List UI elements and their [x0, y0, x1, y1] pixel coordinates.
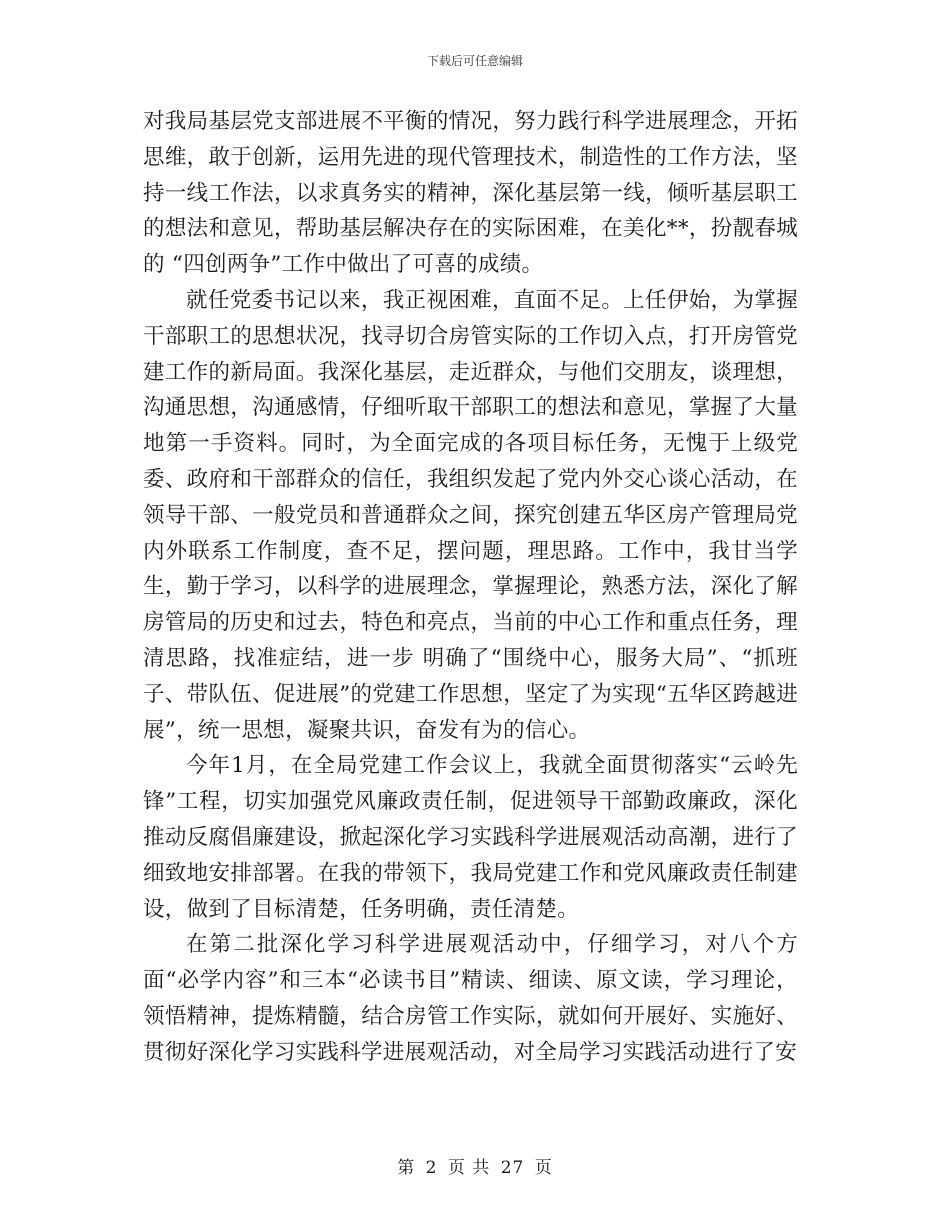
footer-page-number: 2 [425, 1158, 438, 1178]
footer-total-pages: 27 [500, 1158, 525, 1178]
page-header: 下载后可任意编辑 [426, 54, 523, 68]
footer-suffix: 页 [534, 1158, 553, 1178]
paragraph-2: 就任党委书记以来，我正视困难，直面不足。上任伊始，为掌握干部职工的思想状况，找寻切合房管实际的工作切入点，打开房管党建工作的新局面。我深化基层，走近群众，与他们交朋友，谈理想，沟通思想，沟通感情，仔细听取干部职工的想法和意见，掌握了大量地第一手资料。同时，为全面完成的各项目标任务，无愧于上级党委、政府和干部群众的信任，我组织发起了党内外交心谈心活动，在领导干部、一般党员和普通群众之间，探究创建五华区房产管理局党内外联系工作制度，查不足，摆问题，理思路。工作中，我甘当学生，勤于学习，以科学的进展理念，掌握理论，熟悉方法，深化了解房管局的历史和过去，特色和亮点，当前的中心工作和重点任务，理清思路，找准症结，进一步 明确了“围绕中心，服务大局”、“抓班子、带队伍、促进展”的党建工作思想，坚定了为实现“五华区跨越进展”，统一思想，凝聚共识，奋发有为的信心。 [143, 287, 798, 743]
footer-middle: 页 共 [447, 1158, 491, 1178]
paragraph-1: 对我局基层党支部进展不平衡的情况，努力践行科学进展理念，开拓思维，敢于创新，运用先进的现代管理技术，制造性的工作方法，坚持一线工作法，以求真务实的精神，深化基层第一线，倾听基层职工的想法和意见，帮助基层解决存在的实际困难，在美化**，扮靓春城的 “四创两争”工作中做出了可喜的成绩。 [143, 109, 798, 278]
footer-prefix: 第 [397, 1158, 416, 1178]
paragraph-3: 今年1月，在全局党建工作会议上，我就全面贯彻落实“云岭先锋”工程，切实加强党风廉政责任制，促进领导干部勤政廉政，深化推动反腐倡廉建设，掀起深化学习实践科学进展观活动高潮，进行了细致地安排部署。在我的带领下，我局党建工作和党风廉政责任制建设，做到了目标清楚，任务明确，责任清楚。 [143, 753, 798, 922]
document-body [143, 104, 798, 1071]
paragraph-4: 在第二批深化学习科学进展观活动中，仔细学习，对八个方面“必学内容”和三本“必读书目”精读、细读、原文读，学习理论，领悟精神，提炼精髓，结合房管工作实际，就如何开展好、实施好、贯彻好深化学习实践科学进展观活动，对全局学习实践活动进行了安 [143, 932, 798, 1065]
page-footer [0, 1153, 950, 1178]
